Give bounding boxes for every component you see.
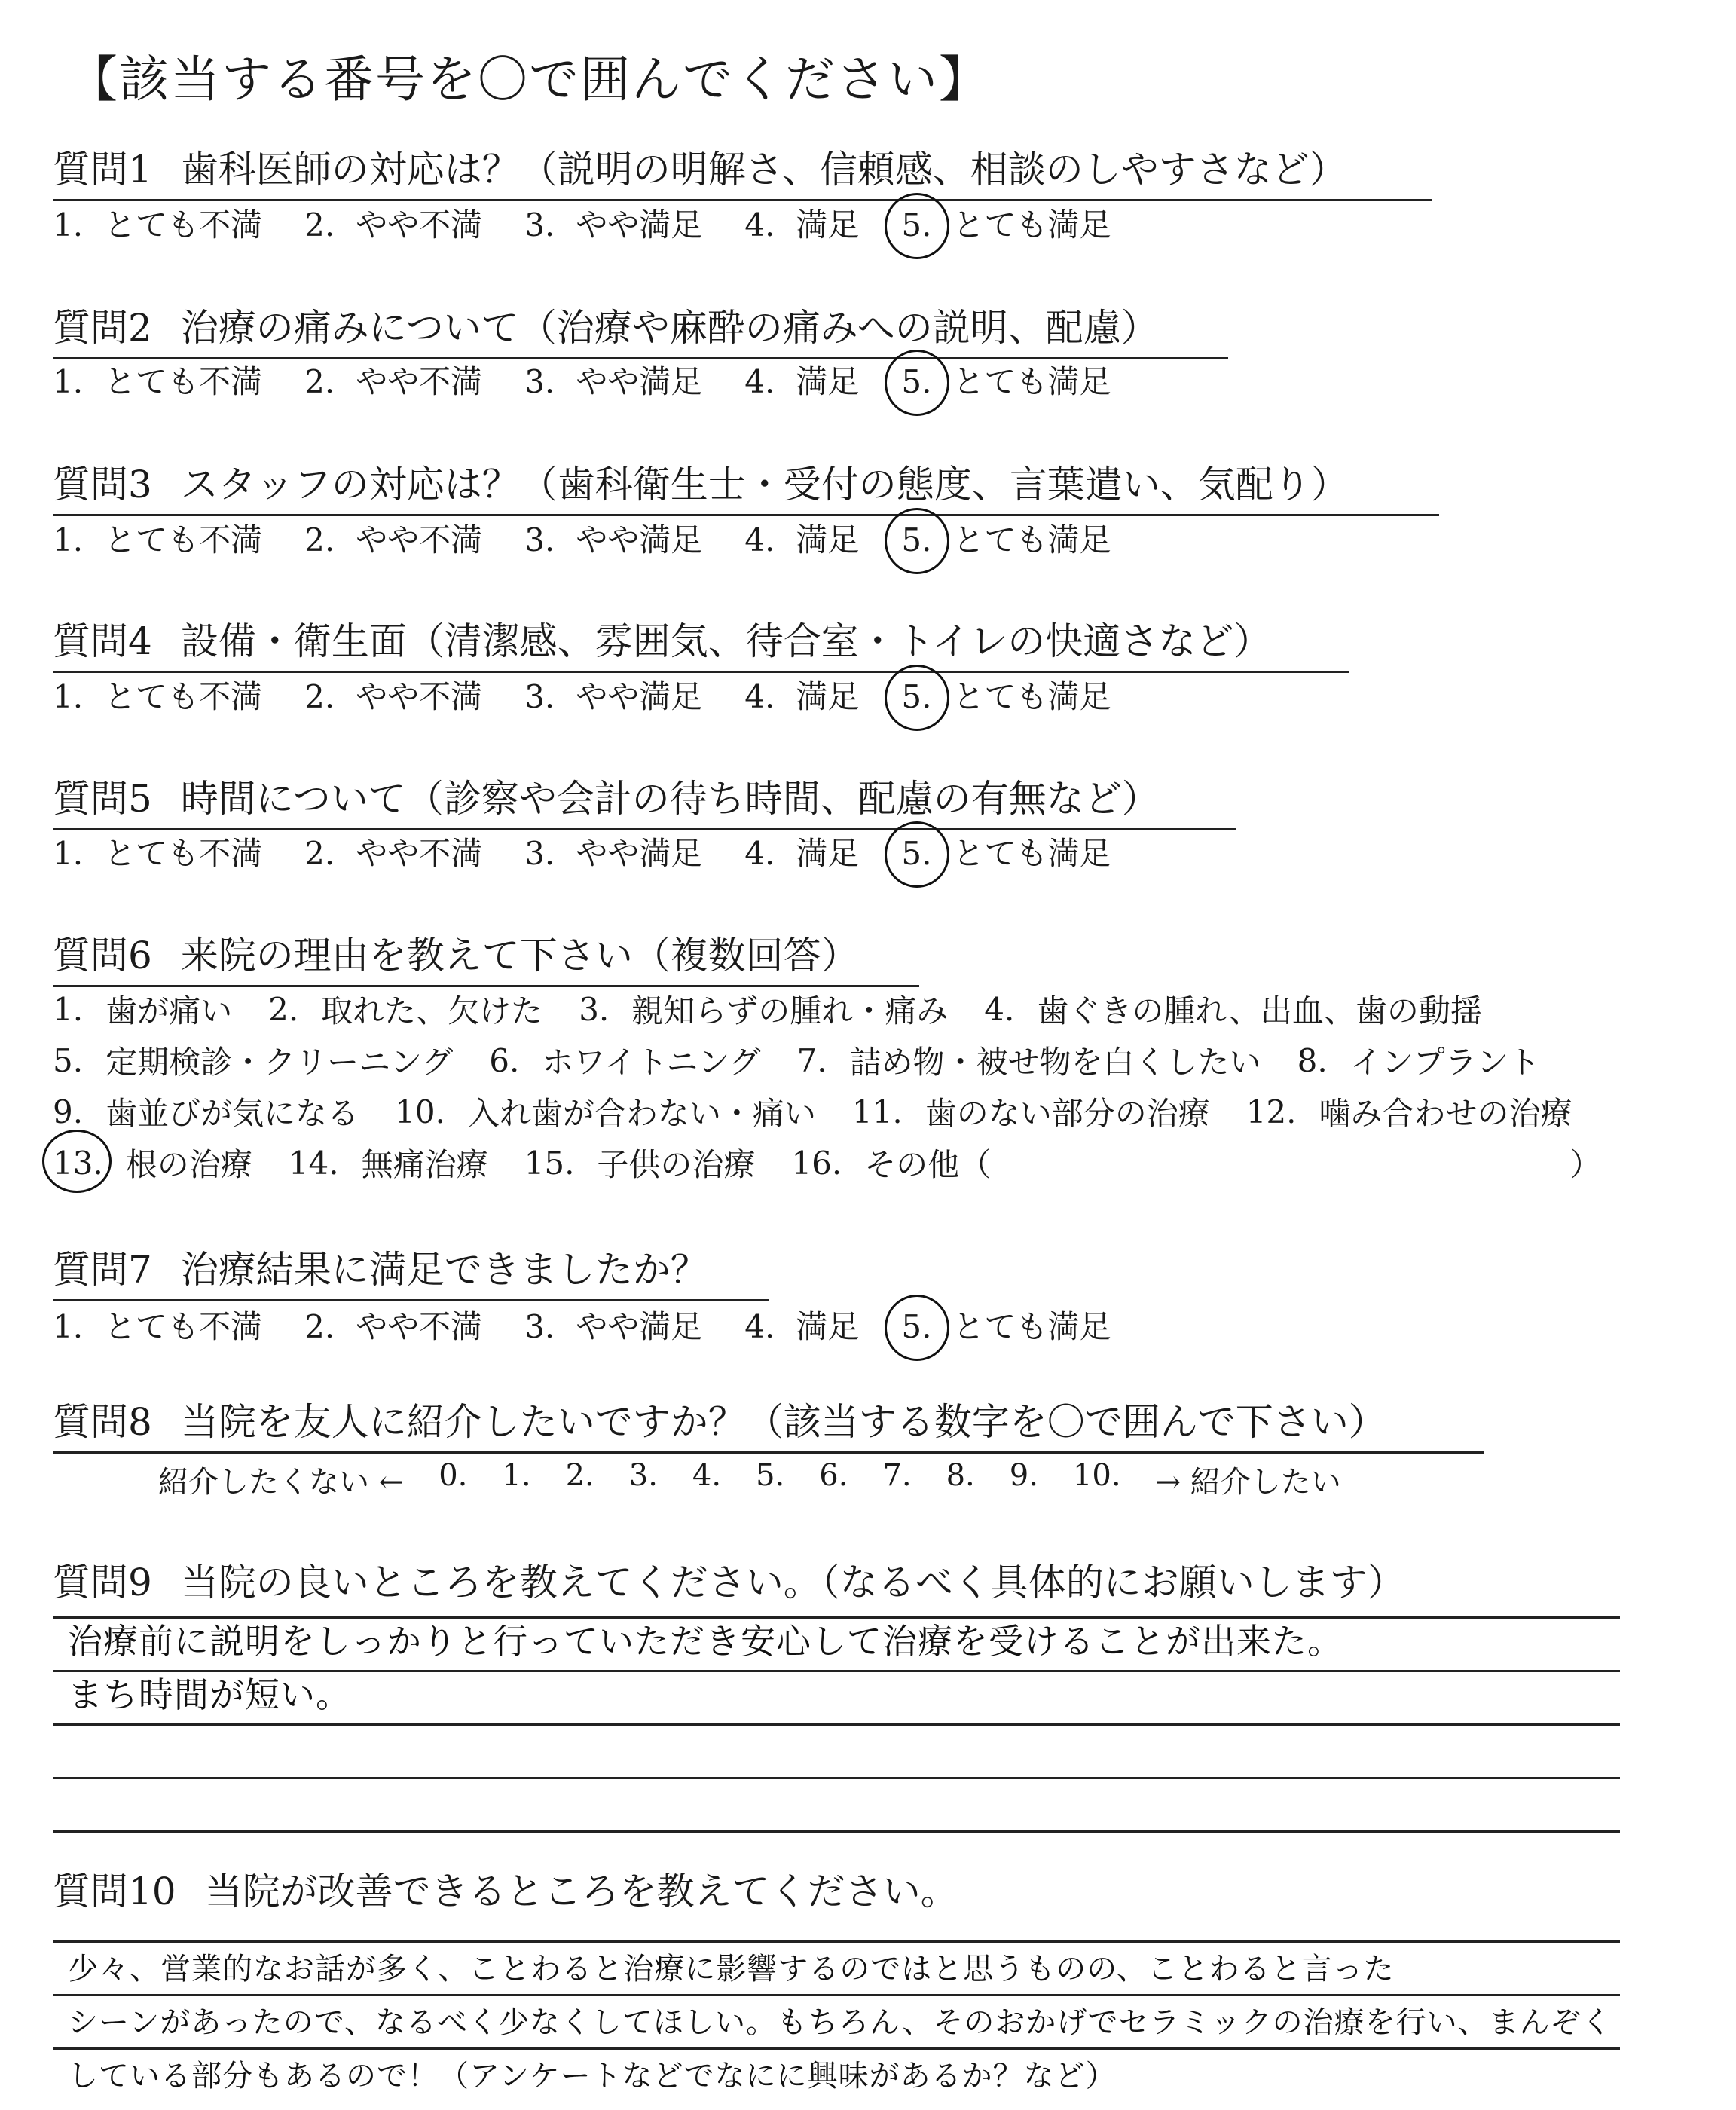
question-number: 質問10	[53, 1870, 176, 1913]
question-text: 当院を友人に紹介したいですか？（該当する数字を〇で囲んで下さい）	[180, 1400, 1386, 1444]
option-1[interactable]: 1. とても不満	[53, 1308, 263, 1345]
question-number: 質問4	[53, 619, 152, 663]
question-text: 当院の良いところを教えてください。（なるべく具体的にお願いします）	[180, 1561, 1405, 1604]
reason-12[interactable]: 12. 噛み合わせの治療	[1245, 1093, 1572, 1132]
answer-line[interactable]	[53, 1672, 1620, 1726]
question-number: 質問2	[53, 306, 152, 350]
option-1[interactable]: 1. とても不満	[53, 678, 263, 715]
handwritten-answer	[53, 1771, 68, 1777]
question-text: 治療の痛みについて（治療や麻酔の痛みへの説明、配慮）	[180, 306, 1159, 350]
reason-15[interactable]: 15. 子供の治療	[524, 1144, 756, 1183]
question-number: 質問3	[53, 463, 152, 506]
option-2[interactable]: 2. やや不満	[304, 1308, 483, 1345]
question-2	[53, 306, 1228, 359]
reason-5[interactable]: 5. 定期検診・クリーニング	[53, 1041, 454, 1081]
question-number: 質問8	[53, 1400, 152, 1444]
other-close-paren: ）	[1569, 1146, 1602, 1183]
option-5-selected[interactable]: 5. とても満足	[901, 1308, 1111, 1345]
option-1[interactable]: 1. とても不満	[53, 363, 263, 400]
scale-value-2[interactable]: 2.	[565, 1458, 594, 1493]
q7-options	[53, 1308, 1153, 1345]
option-3[interactable]: 3. やや満足	[524, 521, 703, 558]
q5-options	[53, 835, 1153, 872]
recommend-scale	[158, 1458, 1376, 1501]
question-text: 当院が改善できるところを教えてください。	[204, 1870, 958, 1913]
question-1	[53, 148, 1432, 201]
q10-answer-area[interactable]	[53, 1940, 1620, 2101]
question-number: 質問5	[53, 777, 152, 821]
option-5-selected[interactable]: 5. とても満足	[901, 206, 1111, 243]
option-2[interactable]: 2. やや不満	[304, 835, 483, 872]
reason-14[interactable]: 14. 無痛治療	[288, 1144, 488, 1183]
question-text: スタッフの対応は？（歯科衛生士・受付の態度、言葉遣い、気配り）	[180, 463, 1349, 506]
question-3	[53, 463, 1439, 516]
option-5-selected[interactable]: 5. とても満足	[901, 678, 1111, 715]
question-text: 歯科医師の対応は？（説明の明解さ、信頼感、相談のしやすさなど）	[180, 148, 1347, 191]
question-text: 治療結果に満足できましたか？	[180, 1248, 708, 1292]
question-4	[53, 619, 1349, 673]
option-4[interactable]: 4. 満足	[744, 521, 860, 558]
scale-value-10[interactable]: 10.	[1072, 1458, 1121, 1493]
option-4[interactable]: 4. 満足	[744, 206, 860, 243]
scale-value-1[interactable]: 1.	[502, 1458, 531, 1493]
option-3[interactable]: 3. やや満足	[524, 206, 703, 243]
reason-16-other[interactable]: 16. その他（	[791, 1144, 992, 1183]
question-7	[53, 1248, 769, 1301]
scale-value-3[interactable]: 3.	[628, 1458, 658, 1493]
question-text: 来院の理由を教えて下さい（複数回答）	[180, 934, 859, 977]
answer-line[interactable]	[53, 1943, 1620, 1996]
scale-right-label: → 紹介したい	[1155, 1465, 1341, 1500]
question-6	[53, 934, 919, 987]
scale-value-4[interactable]: 4.	[692, 1458, 722, 1493]
question-number: 質問1	[53, 148, 152, 191]
question-number: 質問9	[53, 1561, 152, 1604]
question-text: 設備・衛生面（清潔感、雰囲気、待合室・トイレの快適さなど）	[180, 619, 1272, 663]
question-10	[53, 1870, 958, 1921]
scale-value-0[interactable]: 0.	[439, 1458, 468, 1493]
handwritten-answer	[53, 1824, 68, 1830]
reason-10[interactable]: 10. 入れ歯が合わない・痛い	[395, 1093, 816, 1132]
option-1[interactable]: 1. とても不満	[53, 521, 263, 558]
q9-answer-area[interactable]	[53, 1616, 1620, 1833]
reason-3[interactable]: 3. 親知らずの腫れ・痛み	[579, 990, 949, 1029]
scale-value-7[interactable]: 7.	[882, 1458, 912, 1493]
scale-value-8[interactable]: 8.	[946, 1458, 975, 1493]
reason-13-selected[interactable]: 13. 根の治療	[53, 1144, 252, 1183]
answer-line[interactable]	[53, 1779, 1620, 1833]
reason-7[interactable]: 7. 詰め物・被せ物を白くしたい	[796, 1041, 1261, 1081]
option-2[interactable]: 2. やや不満	[304, 678, 483, 715]
reason-6[interactable]: 6. ホワイトニング	[489, 1041, 761, 1081]
q3-options	[53, 521, 1153, 558]
option-2[interactable]: 2. やや不満	[304, 521, 483, 558]
handwritten-answer: シーンがあったので、なるべく少なくしてほしい。もちろん、そのおかげでセラミックの治療を行い、まんぞく	[68, 2005, 1612, 2040]
question-5	[53, 777, 1236, 830]
option-5-selected[interactable]: 5. とても満足	[901, 521, 1111, 558]
option-4[interactable]: 4. 満足	[744, 363, 860, 400]
question-number: 質問7	[53, 1248, 152, 1292]
option-1[interactable]: 1. とても不満	[53, 835, 263, 872]
reason-11[interactable]: 11. 歯のない部分の治療	[851, 1093, 1210, 1132]
q4-options	[53, 678, 1153, 715]
option-3[interactable]: 3. やや満足	[524, 1308, 703, 1345]
reason-9[interactable]: 9. 歯並びが気になる	[53, 1093, 359, 1132]
answer-line[interactable]	[53, 2050, 1620, 2101]
handwritten-answer: 少々、営業的なお話が多く、ことわると治療に影響するのではと思うものの、ことわると言った	[68, 1952, 1395, 1986]
answer-line[interactable]	[53, 1726, 1620, 1779]
option-3[interactable]: 3. やや満足	[524, 363, 703, 400]
option-2[interactable]: 2. やや不満	[304, 363, 483, 400]
form-header: 【該当する番号を〇で囲んでください】	[68, 50, 990, 109]
q6-reason-list	[53, 983, 1609, 1188]
answer-line[interactable]	[53, 1996, 1620, 2050]
option-4[interactable]: 4. 満足	[744, 835, 860, 872]
option-2[interactable]: 2. やや不満	[304, 206, 483, 243]
handwritten-answer: している部分もあるので！（アンケートなどでなにに興味があるか？など）	[68, 2059, 1117, 2093]
option-1[interactable]: 1. とても不満	[53, 206, 263, 243]
option-4[interactable]: 4. 満足	[744, 678, 860, 715]
option-3[interactable]: 3. やや満足	[524, 835, 703, 872]
reason-1[interactable]: 1. 歯が痛い	[53, 990, 233, 1029]
answer-line[interactable]	[53, 1619, 1620, 1672]
question-9	[53, 1561, 1405, 1612]
question-number: 質問6	[53, 934, 152, 977]
option-5-selected[interactable]: 5. とても満足	[901, 363, 1111, 400]
reason-8[interactable]: 8. インプラント	[1297, 1041, 1540, 1081]
q1-options	[53, 206, 1153, 243]
reason-4[interactable]: 4. 歯ぐきの腫れ、出血、歯の動揺	[984, 990, 1482, 1029]
scale-value-5[interactable]: 5.	[756, 1458, 785, 1493]
scale-value-6[interactable]: 6.	[819, 1458, 848, 1493]
scale-value-9[interactable]: 9.	[1009, 1458, 1038, 1493]
reason-2[interactable]: 2. 取れた、欠けた	[268, 990, 543, 1029]
option-4[interactable]: 4. 満足	[744, 1308, 860, 1345]
handwritten-answer: まち時間が短い。	[68, 1674, 351, 1715]
question-8	[53, 1400, 1484, 1454]
q2-options	[53, 363, 1153, 400]
option-5-selected[interactable]: 5. とても満足	[901, 835, 1111, 872]
option-3[interactable]: 3. やや満足	[524, 678, 703, 715]
scale-left-label: 紹介したくない ←	[158, 1465, 405, 1500]
question-text: 時間について（診察や会計の待ち時間、配慮の有無など）	[180, 777, 1160, 821]
handwritten-answer: 治療前に説明をしっかりと行っていただき安心して治療を受けることが出来た。	[68, 1621, 1343, 1662]
